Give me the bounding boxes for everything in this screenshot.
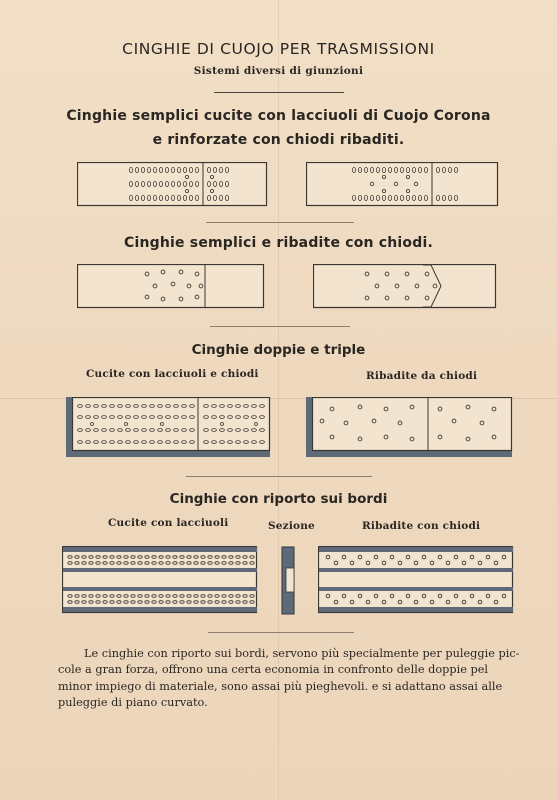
paragraph-line-2: cole a gran forza, offrono una certa economia in confronto delle doppie pel	[58, 663, 489, 677]
section3-label-right: Ribadite da chiodi	[366, 370, 478, 382]
section1-heading-line2: e rinforzate con chiodi ribaditi.	[152, 132, 405, 148]
section1-heading-line1: Cinghie semplici cucite con lacciuoli di Cuojo Corona	[66, 108, 491, 124]
belt-diagram-sewn-riveted-1	[77, 162, 269, 208]
section4-label-left: Cucite con lacciuoli	[108, 517, 229, 529]
belt-diagram-double-sewn	[66, 397, 272, 459]
divider-1	[206, 222, 354, 223]
paragraph-line-1: Le cinghie con riporto sui bordi, servono più specialmente per puleggie pic-	[84, 647, 520, 660]
paragraph-line-3: minor impiego di materiale, sono assai più pieghevoli. e si adattano assai alle	[58, 679, 503, 693]
section3-label-left: Cucite con lacciuoli e chiodi	[86, 368, 259, 380]
page-subtitle: Sistemi diversi di giunzioni	[193, 65, 364, 77]
title-divider	[214, 92, 344, 93]
page-title: CINGHIE DI CUOJO PER TRASMISSIONI	[122, 40, 435, 58]
belt-diagram-double-riveted	[306, 397, 514, 459]
divider-4	[208, 632, 354, 633]
belt-diagram-edge-reinforced-sewn	[62, 546, 260, 616]
belt-diagram-riveted-1	[77, 264, 265, 312]
section2-heading: Cinghie semplici e ribadite con chiodi.	[123, 235, 433, 251]
section4-label-right: Ribadite con chiodi	[362, 520, 481, 532]
belt-diagram-riveted-2	[313, 264, 499, 312]
section4-heading: Cinghie con riporto sui bordi	[169, 491, 388, 507]
divider-2	[210, 326, 350, 327]
section3-heading: Cinghie doppie e triple	[191, 342, 366, 358]
divider-3	[186, 476, 372, 477]
section4-label-center: Sezione	[268, 520, 315, 532]
paragraph-line-4: puleggie di piano curvato.	[58, 696, 208, 710]
belt-cross-section	[281, 546, 297, 616]
description-paragraph	[58, 646, 520, 712]
belt-diagram-edge-reinforced-riveted	[318, 546, 516, 616]
belt-diagram-sewn-riveted-2	[306, 162, 500, 208]
